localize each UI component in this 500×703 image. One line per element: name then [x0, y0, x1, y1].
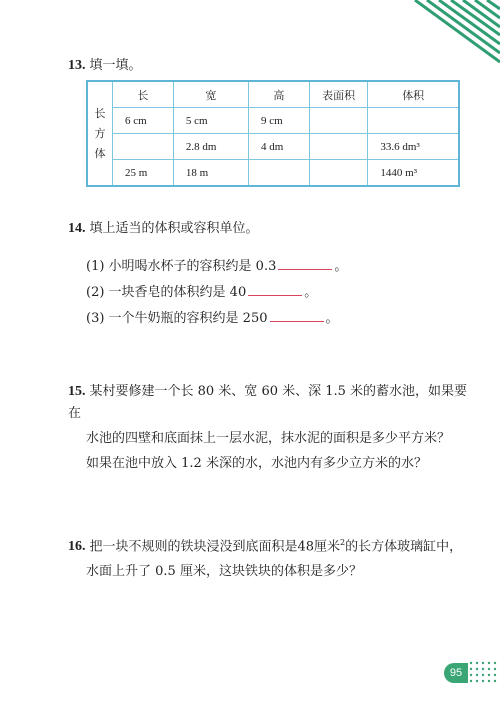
question-16: 16. 把一块不规则的铁块浸没到底面积是48厘米$^2$的长方体玻璃缸中， 水面上升了 0.5 厘米，这块铁块的体积是多少？: [68, 538, 463, 580]
table-row: [87, 108, 459, 134]
answer-blank[interactable]: [248, 281, 302, 296]
table-cell[interactable]: 5 cm: [173, 108, 248, 134]
header-length: 长: [113, 81, 174, 108]
table-cell[interactable]: 25 m: [113, 160, 174, 187]
header-surface-area: 表面积: [309, 81, 368, 108]
header-volume: 体积: [368, 81, 459, 108]
page-number: 95: [444, 663, 468, 683]
row-header-cuboid: 长 方 体: [87, 81, 113, 186]
question-15: 15. 某村要修建一个长 80 米、宽 60 米、深 1.5 米的蓄水池，如果要在 水池的四壁和底面抹上一层水泥，抹水泥的面积是多少平方米？ 如果在池中放入 1.2 米深的水，水池内有多少立方米的水？: [68, 384, 468, 471]
table-cell[interactable]: 18 m: [173, 160, 248, 187]
table-cell[interactable]: 6 cm: [113, 108, 174, 134]
table-row: [87, 134, 459, 160]
table-cell[interactable]: 2.8 dm: [173, 134, 248, 160]
question-13: [68, 55, 142, 77]
question-number: 13.: [68, 58, 86, 73]
table-cell[interactable]: 1440 m³: [368, 160, 459, 187]
table-cell[interactable]: [368, 108, 459, 134]
dot-pattern-decoration: [468, 660, 498, 686]
question-title: 填上适当的体积或容积单位。: [89, 221, 259, 236]
answer-blank[interactable]: [270, 307, 324, 322]
question-title: 填一填。: [89, 58, 142, 73]
answer-blank[interactable]: [278, 255, 332, 270]
table-cell[interactable]: [309, 134, 368, 160]
cuboid-table: [86, 80, 460, 187]
table-cell[interactable]: 33.6 dm³: [368, 134, 459, 160]
table-row: [87, 160, 459, 187]
table-cell[interactable]: [248, 160, 309, 187]
table-cell[interactable]: 9 cm: [248, 108, 309, 134]
question-number: 14.: [68, 221, 86, 236]
table-cell[interactable]: 4 dm: [248, 134, 309, 160]
question-14: [68, 218, 259, 240]
table-header-row: [87, 81, 459, 108]
question-14-item-1: (1) 小明喝水杯子的容积约是 0.3 。: [86, 255, 347, 274]
table-cell[interactable]: [113, 134, 174, 160]
question-14-item-2: (2) 一块香皂的体积约是 40 。: [86, 281, 317, 300]
corner-stripes-decoration: [380, 0, 500, 70]
table-cell[interactable]: [309, 160, 368, 187]
header-height: 高: [248, 81, 309, 108]
question-14-item-3: (3) 一个牛奶瓶的容积约是 250 。: [86, 307, 339, 326]
question-number: 16.: [68, 539, 86, 555]
header-width: 宽: [173, 81, 248, 108]
question-number: 15.: [68, 384, 86, 399]
table-cell[interactable]: [309, 108, 368, 134]
